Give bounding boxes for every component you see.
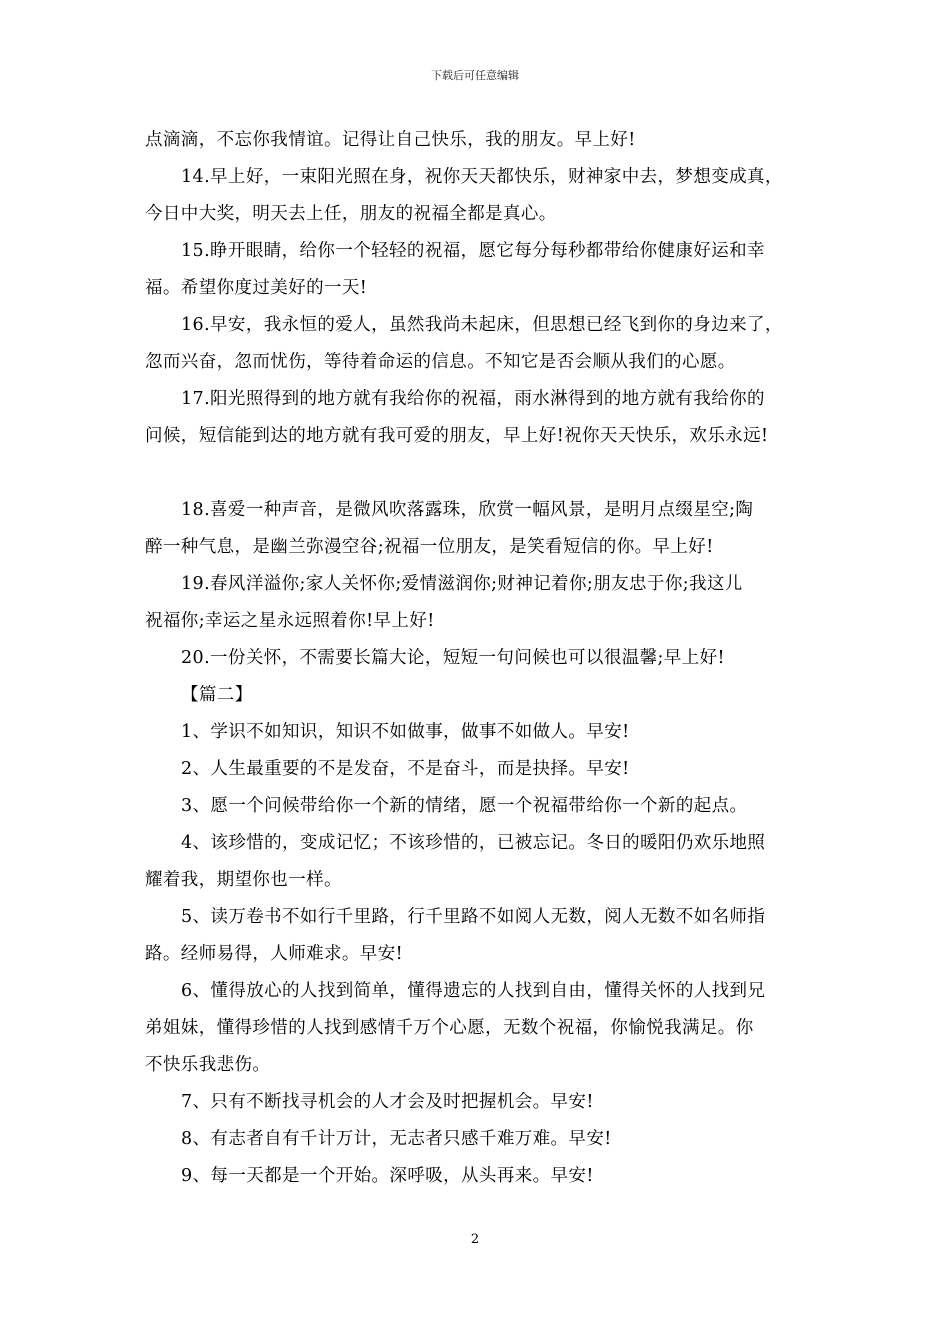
text-line: 7、只有不断找寻机会的人才会及时把握机会。早安!: [181, 1092, 594, 1112]
text-line: 1、学识不如知识，知识不如做事，做事不如做人。早安!: [181, 722, 630, 742]
text-line: 4、该珍惜的，变成记忆；不该珍惜的，已被忘记。冬日的暖阳仍欢乐地照: [181, 833, 766, 853]
page-header: 下载后可任意编辑: [431, 69, 519, 82]
text-line: 9、每一天都是一个开始。深呼吸，从头再来。早安!: [181, 1166, 594, 1186]
text-line: 耀着我，期望你也一样。: [145, 870, 342, 890]
text-line: 醉一种气息，是幽兰弥漫空谷;祝福一位朋友，是笑看短信的你。早上好!: [145, 537, 714, 557]
text-line: 18.喜爱一种声音，是微风吹落露珠，欣赏一幅风景，是明月点缀星空;陶: [181, 500, 754, 520]
text-line: 路。经师易得，人师难求。早安!: [145, 944, 404, 964]
document-body: [145, 122, 820, 1195]
text-line: 弟姐妹，懂得珍惜的人找到感情千万个心愿，无数个祝福，你愉悦我满足。你: [145, 1018, 754, 1038]
text-line: 3、愿一个问候带给你一个新的情绪，愿一个祝福带给你一个新的起点。: [181, 796, 748, 816]
text-line: 5、读万卷书不如行千里路，行千里路不如阅人无数，阅人无数不如名师指: [181, 907, 766, 927]
text-line: 16.早安，我永恒的爱人，虽然我尚未起床，但思想已经飞到你的身边来了，: [181, 315, 783, 335]
text-line: 点滴滴，不忘你我情谊。记得让自己快乐，我的朋友。早上好!: [145, 130, 636, 150]
text-line: 14.早上好，一束阳光照在身，祝你天天都快乐，财神家中去，梦想变成真，: [181, 167, 783, 187]
text-line: 福。希望你度过美好的一天!: [145, 278, 368, 298]
text-line: 17.阳光照得到的地方就有我给你的祝福，雨水淋得到的地方就有我给你的: [181, 389, 765, 409]
text-line: 今日中大奖，明天去上任，朋友的祝福全都是真心。: [145, 204, 557, 224]
text-line: 15.睁开眼睛，给你一个轻轻的祝福，愿它每分每秒都带给你健康好运和幸: [181, 241, 765, 261]
text-line: 不快乐我悲伤。: [145, 1055, 271, 1075]
text-line: 6、懂得放心的人找到简单，懂得遗忘的人找到自由，懂得关怀的人找到兄: [181, 981, 766, 1001]
text-line: 2、人生最重要的不是发奋，不是奋斗，而是抉择。早安!: [181, 759, 630, 779]
blank-line: [145, 455, 820, 492]
text-line: 8、有志者自有千计万计，无志者只感千难万难。早安!: [181, 1129, 612, 1149]
text-line: 忽而兴奋，忽而忧伤，等待着命运的信息。不知它是否会顺从我们的心愿。: [145, 352, 736, 372]
text-line: 【篇二】: [181, 685, 253, 705]
text-line: 祝福你;幸运之星永远照着你!早上好!: [145, 611, 435, 631]
page-number: 2: [470, 1232, 480, 1247]
text-line: 问候，短信能到达的地方就有我可爱的朋友，早上好!祝你天天快乐，欢乐永远!: [145, 426, 769, 446]
text-line: 20.一份关怀，不需要长篇大论，短短一句问候也可以很温馨;早上好!: [181, 648, 725, 668]
text-line: 19.春风洋溢你;家人关怀你;爱情滋润你;财神记着你;朋友忠于你;我这儿: [181, 574, 743, 594]
